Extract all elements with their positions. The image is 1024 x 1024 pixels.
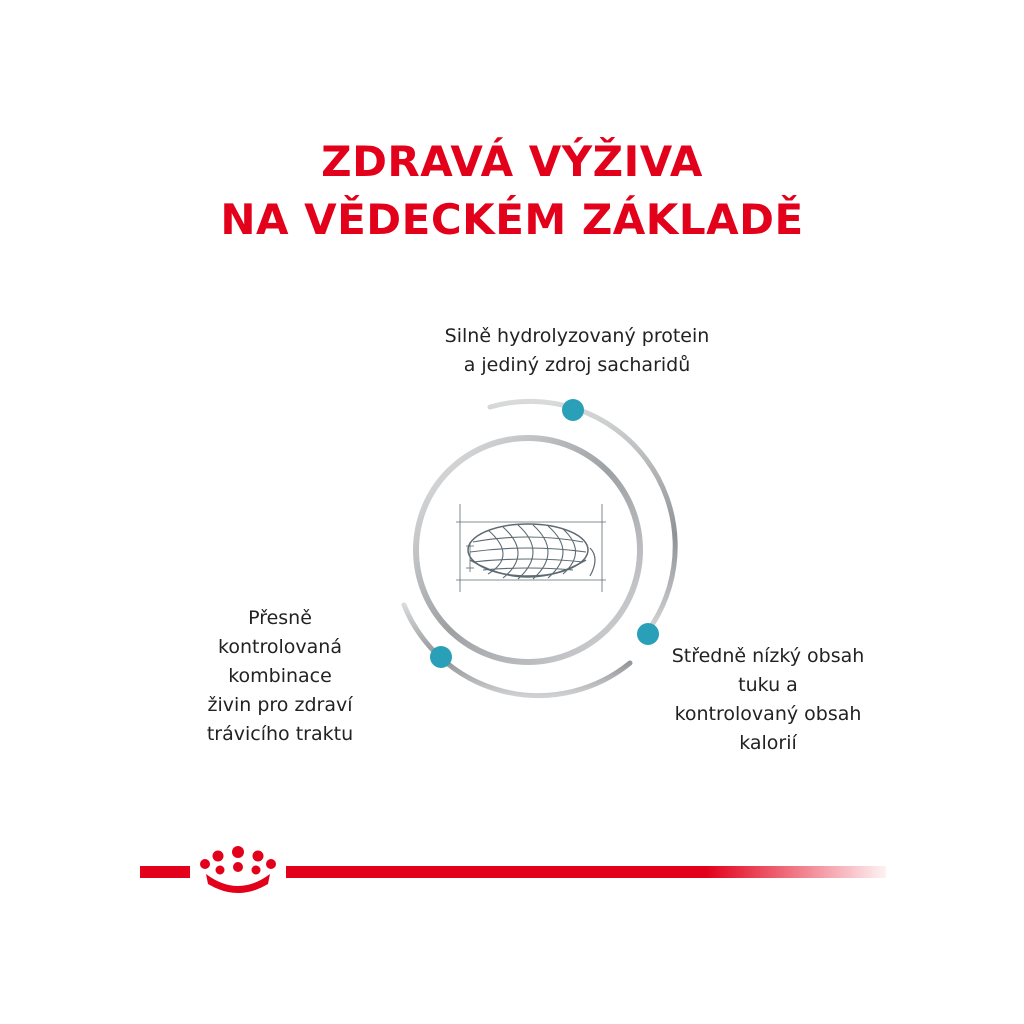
benefit-protein-text: Silně hydrolyzovaný protein a jediný zdroj sacharidů [444, 325, 710, 376]
brand-bar [140, 840, 890, 900]
benefit-dot-right [637, 623, 659, 645]
inner-ring [416, 438, 640, 662]
benefit-fat-text: Středně nízký obsah tuku a kontrolovaný obsah kalorií [671, 645, 865, 754]
royal-crown-logo [200, 846, 276, 893]
brand-bar-right [286, 866, 886, 878]
benefits-diagram [380, 380, 700, 700]
benefit-dot-top [562, 399, 584, 421]
brand-bar-left [140, 866, 190, 878]
kibble-sketch-icon [456, 504, 606, 592]
benefit-dot-left [430, 646, 452, 668]
outer-arc-right [490, 401, 675, 625]
headline [0, 133, 1024, 249]
benefit-digestive-text: Přesně kontrolovaná kombinace živin pro zdraví trávicího traktu [206, 607, 354, 745]
headline-line-1: ZDRAVÁ VÝŽIVA [321, 137, 703, 186]
headline-line-2: NA VĚDECKÉM ZÁKLADĚ [220, 195, 804, 244]
